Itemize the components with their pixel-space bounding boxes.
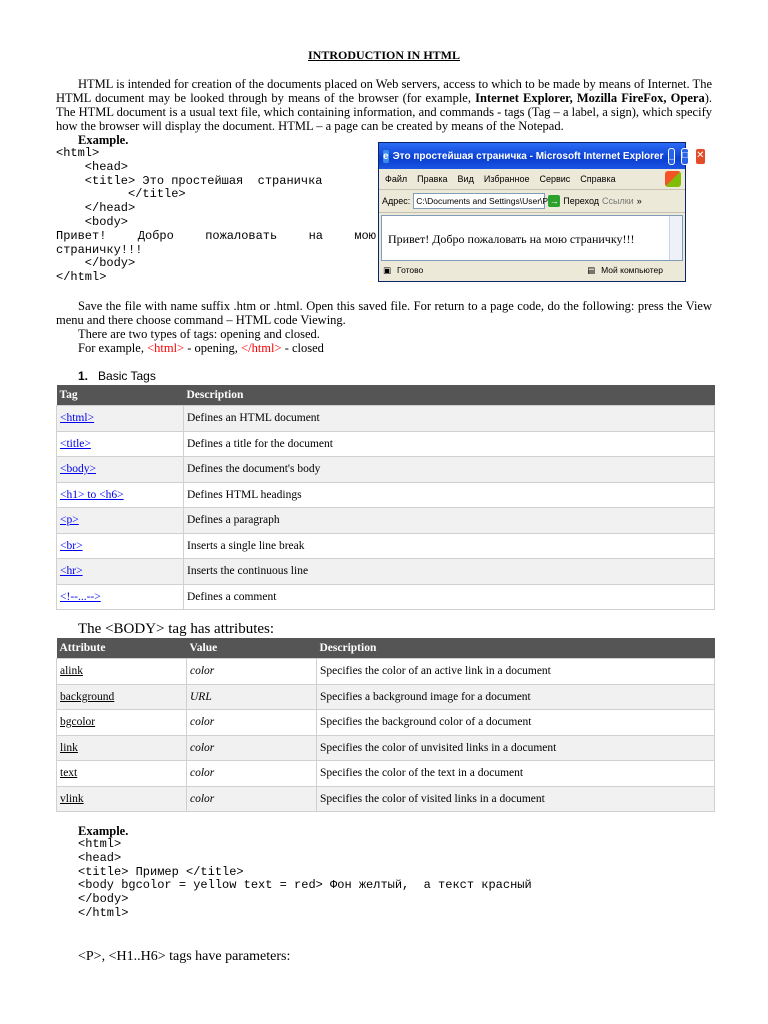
ie-address-bar [379, 190, 685, 213]
description-cell: Inserts the continuous line [184, 559, 715, 585]
tag-link[interactable]: <h1> to <h6> [60, 488, 124, 501]
ie-menu-item: Файл [385, 174, 408, 184]
section-number: 1. [78, 369, 89, 383]
attribute-cell [57, 684, 187, 710]
ie-address-label: Адрес: [382, 196, 411, 206]
computer-icon: ▤ [587, 264, 596, 275]
table-row [57, 684, 715, 710]
ie-links-label: Ссылки [602, 196, 634, 206]
intro-text-2: ). The HTML document is a usual text file, which containing information, and commands - tags (Tag – a label, a sign), which specify how the browser will display the document. HTML – a page can be created by means of the Notepad. [56, 91, 712, 133]
tag-link[interactable]: <html> [60, 412, 95, 425]
table-row [57, 584, 715, 610]
tag-cell [57, 584, 184, 610]
table-row [57, 735, 715, 761]
value-cell: color [187, 710, 317, 736]
tag-cell [57, 533, 184, 559]
code-line: <head> [56, 159, 129, 174]
column-header: Description [184, 385, 715, 406]
description-cell: Defines a comment [184, 584, 715, 610]
intro-browsers: Internet Explorer, Mozilla FireFox, Opera [475, 91, 705, 105]
ie-window-title: Это простейшая страничка - Microsoft Internet Explorer [392, 150, 664, 162]
ie-title-bar [379, 143, 705, 169]
minimize-icon: _ [668, 148, 676, 165]
table-row [57, 457, 715, 483]
closing-tag: </html> [241, 341, 282, 355]
code-line [56, 230, 376, 244]
table-row [57, 508, 715, 534]
attribute-cell [57, 761, 187, 787]
code-line: </html> [78, 905, 129, 920]
code-token: простейшая [171, 173, 244, 188]
opening-tag: <html> [147, 341, 185, 355]
table-row [57, 659, 715, 685]
code-token: страничка [257, 173, 323, 188]
go-arrow-icon: → [549, 196, 559, 206]
code-line: <html> [78, 837, 122, 851]
maximize-icon: □ [681, 148, 689, 165]
column-header: Attribute [57, 638, 187, 659]
ie-logo-icon: e [383, 150, 389, 162]
column-header: Description [317, 638, 715, 659]
code-line: <body bgcolor = yellow text = red> Фон желтый, а текст красный [78, 878, 532, 893]
description-cell: Specifies the color of the text in a document [317, 761, 715, 787]
ie-status-bar [379, 261, 685, 279]
chevron-right-icon: » [636, 196, 642, 206]
code-token: Привет! [56, 228, 107, 243]
windows-logo-icon [665, 171, 681, 187]
table-row [57, 431, 715, 457]
ie-menu-item: Сервис [539, 174, 571, 184]
description-cell: Defines HTML headings [184, 482, 715, 508]
intro-paragraph [56, 77, 712, 133]
column-header: Tag [57, 385, 184, 406]
description-cell: Defines an HTML document [184, 406, 715, 432]
description-cell: Specifies the background color of a document [317, 710, 715, 736]
text-segment: For example, [78, 341, 148, 355]
tag-cell [57, 431, 184, 457]
tag-link[interactable]: <br> [60, 539, 83, 552]
ie-menu-item: Избранное [483, 174, 530, 184]
table-row [57, 761, 715, 787]
attribute-cell [57, 659, 187, 685]
tag-link[interactable]: <!--...--> [60, 590, 101, 603]
text-segment: - opening, [184, 341, 242, 355]
ie-go-label: Переход [563, 196, 600, 206]
tag-cell [57, 406, 184, 432]
code-token: мою [354, 228, 376, 243]
table-row [57, 710, 715, 736]
attribute-cell [57, 735, 187, 761]
code-line: страничку!!! [56, 242, 143, 257]
value-cell: color [187, 659, 317, 685]
ie-screenshot [378, 142, 705, 282]
code-line: <body> [56, 214, 129, 229]
description-cell: Specifies the color of visited links in a document [317, 786, 715, 812]
description-cell: Defines the document's body [184, 457, 715, 483]
table-row [57, 533, 715, 559]
description-cell: Specifies a background image for a document [317, 684, 715, 710]
description-cell: Defines a title for the document [184, 431, 715, 457]
ie-status-right: Мой компьютер [601, 265, 663, 275]
text-segment: - closed [281, 341, 324, 355]
ie-menu-bar [379, 169, 685, 190]
value-cell: color [187, 735, 317, 761]
basic-tags-table [56, 385, 715, 610]
tag-example-text [78, 341, 712, 355]
table-row [57, 559, 715, 585]
tag-link[interactable]: <hr> [60, 565, 83, 578]
value-cell: color [187, 761, 317, 787]
code-token: пожаловать [205, 228, 278, 243]
tag-cell [57, 559, 184, 585]
code-line [56, 175, 376, 189]
description-cell: Specifies the color of an active link in a document [317, 659, 715, 685]
attribute-link[interactable]: bgcolor [60, 716, 96, 729]
code-line: </body> [56, 256, 136, 271]
tag-cell [57, 508, 184, 534]
ie-menu-item: Вид [457, 174, 474, 184]
ie-scrollbar [669, 216, 682, 260]
description-cell: Specifies the color of unvisited links in a document [317, 735, 715, 761]
code-line: </head> [56, 201, 136, 216]
body-attributes-table [56, 638, 715, 812]
example2-label: Example. [78, 824, 129, 838]
tag-link[interactable]: <body> [60, 463, 96, 476]
section-label: Basic Tags [98, 369, 156, 383]
code-line: </body> [78, 892, 129, 907]
body-attributes-heading: The <BODY> tag has attributes: [78, 621, 275, 637]
attribute-link[interactable]: text [60, 767, 78, 780]
page-icon: ▣ [383, 264, 392, 275]
code-token: <title> [56, 173, 136, 188]
value-cell: URL [187, 684, 317, 710]
value-cell: color [187, 786, 317, 812]
table-row [57, 482, 715, 508]
code-line: <head> [78, 850, 122, 865]
attribute-cell [57, 786, 187, 812]
parameters-heading: <P>, <H1..H6> tags have parameters: [78, 949, 291, 964]
example-label: Example. [78, 133, 129, 147]
ie-content-text: Привет! Добро пожаловать на мою страничку!!! [388, 232, 635, 246]
ie-content-area [381, 215, 683, 261]
ie-address-field: C:\Documents and Settings\User\P [413, 193, 545, 209]
attribute-link[interactable]: link [60, 741, 78, 754]
code-token: Добро [137, 228, 174, 243]
section-heading-basic-tags [78, 369, 156, 383]
code-line: </html> [56, 270, 107, 285]
table-header-row [57, 385, 715, 406]
attribute-link[interactable]: vlink [60, 792, 84, 805]
table-row [57, 406, 715, 432]
intro-text-1: HTML is intended for creation of the documents placed on Web servers, access to which to be made by means of Internet. The HTML document may be looked through by means of the browser (for example, [56, 77, 712, 105]
save-paragraph: Save the file with name suffix .htm or .html. Open this saved file. For return to a page code, do the following: press the View menu and there choose command – HTML code Viewing. [56, 299, 712, 327]
code-token: Это [142, 173, 165, 188]
tag-link[interactable]: <title> [60, 437, 91, 450]
code-line: <html> [56, 146, 100, 160]
code-token: на [308, 228, 323, 243]
description-cell: Defines a paragraph [184, 508, 715, 534]
tag-cell [57, 482, 184, 508]
tag-link[interactable]: <p> [60, 514, 79, 527]
column-header: Value [187, 638, 317, 659]
ie-status-left: Готово [397, 265, 424, 275]
table-row [57, 786, 715, 812]
description-cell: Inserts a single line break [184, 533, 715, 559]
tag-cell [57, 457, 184, 483]
attribute-link[interactable]: background [60, 690, 115, 703]
table-header-row [57, 638, 715, 659]
close-icon: ✕ [695, 148, 705, 165]
attribute-cell [57, 710, 187, 736]
code-line: <title> Пример </title> [78, 864, 244, 879]
tag-types-text: There are two types of tags: opening and closed. [78, 327, 320, 341]
ie-menu-item: Правка [417, 174, 448, 184]
code-example-2 [78, 838, 532, 921]
page-title: INTRODUCTION IN HTML [307, 48, 460, 62]
code-example-1 [56, 147, 376, 285]
code-line: </title> [56, 187, 186, 202]
ie-menu-item: Справка [580, 174, 616, 184]
attribute-link[interactable]: alink [60, 665, 83, 678]
